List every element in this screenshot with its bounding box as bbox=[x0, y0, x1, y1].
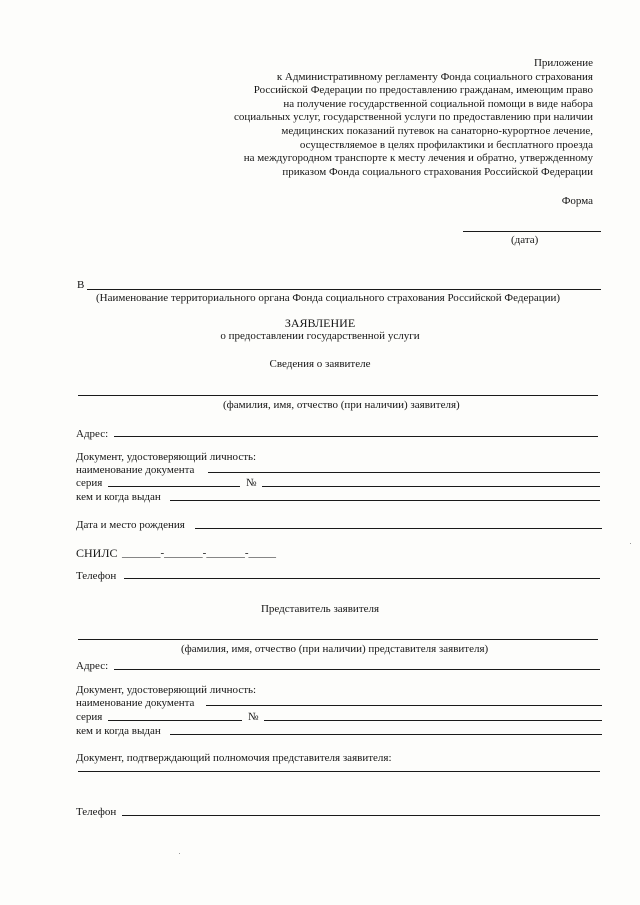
scan-speck bbox=[630, 543, 631, 544]
date-caption: (дата) bbox=[511, 234, 539, 246]
applicant-birth-label: Дата и место рождения bbox=[76, 519, 185, 531]
representative-series-field[interactable] bbox=[108, 720, 242, 721]
applicant-phone-field[interactable] bbox=[124, 578, 600, 579]
representative-address-label: Адрес: bbox=[76, 660, 109, 672]
recipient-field[interactable] bbox=[87, 289, 601, 290]
representative-name-caption: (фамилия, имя, отчество (при наличии) представителя заявителя) bbox=[181, 643, 489, 655]
header-line: на получение государственной социальной помощи в виде набора bbox=[283, 97, 593, 110]
page-subtitle: о предоставлении государственной услуги bbox=[220, 330, 420, 342]
date-field[interactable] bbox=[463, 231, 601, 232]
header-line: осуществляемое в целях профилактики и бесплатного проезда bbox=[299, 138, 593, 151]
representative-name-field[interactable] bbox=[78, 639, 598, 640]
applicant-doc-name-field[interactable] bbox=[208, 472, 600, 473]
applicant-name-caption: (фамилия, имя, отчество (при наличии) заявителя) bbox=[223, 399, 460, 411]
applicant-number-label: № bbox=[246, 477, 257, 489]
form-label: Форма bbox=[561, 195, 593, 207]
header-line: социальных услуг, государственной услуги по предоставлению при наличии bbox=[233, 111, 593, 124]
representative-phone-label: Телефон bbox=[76, 806, 117, 818]
applicant-heading: Сведения о заявителе bbox=[269, 358, 371, 370]
applicant-name-field[interactable] bbox=[78, 395, 598, 396]
page-title: ЗАЯВЛЕНИЕ bbox=[284, 316, 356, 330]
scan-speck bbox=[179, 853, 180, 854]
header-line: на междугородном транспорте к месту лечения и обратно, утвержденному bbox=[243, 152, 593, 165]
applicant-birth-field[interactable] bbox=[195, 528, 602, 529]
representative-number-field[interactable] bbox=[264, 720, 602, 721]
applicant-phone-label: Телефон bbox=[76, 570, 117, 582]
applicant-number-field[interactable] bbox=[262, 486, 600, 487]
applicant-issued-field[interactable] bbox=[170, 500, 600, 501]
header-line: приказом Фонда социального страхования Российской Федерации bbox=[282, 165, 593, 178]
applicant-address-field[interactable] bbox=[114, 436, 598, 437]
representative-heading: Представитель заявителя bbox=[260, 603, 380, 615]
representative-doc-name-label: наименование документа bbox=[76, 697, 195, 709]
applicant-doc-name-label: наименование документа bbox=[76, 464, 195, 476]
representative-address-field[interactable] bbox=[114, 669, 600, 670]
representative-issued-field[interactable] bbox=[170, 734, 602, 735]
appendix-header bbox=[234, 57, 593, 179]
applicant-address-label: Адрес: bbox=[76, 428, 109, 440]
applicant-snils-field[interactable]: _______-_______-_______-_____ bbox=[122, 547, 276, 559]
representative-authority-doc-field[interactable] bbox=[78, 771, 600, 772]
header-line: Российской Федерации по предоставлению гражданам, имеющим право bbox=[253, 84, 593, 97]
applicant-issued-label: кем и когда выдан bbox=[76, 491, 161, 503]
applicant-series-field[interactable] bbox=[108, 486, 240, 487]
header-line: к Административному регламенту Фонда социального страхования bbox=[276, 70, 593, 83]
header-line: Приложение bbox=[533, 57, 593, 69]
representative-id-doc-heading: Документ, удостоверяющий личность: bbox=[76, 684, 257, 696]
header-line: медицинских показаний путевок на санаторно-курортное лечение, bbox=[281, 124, 593, 137]
representative-series-label: серия bbox=[76, 711, 103, 723]
representative-authority-doc-label: Документ, подтверждающий полномочия представителя заявителя: bbox=[76, 752, 392, 764]
applicant-snils-label: СНИЛС bbox=[76, 546, 118, 560]
representative-issued-label: кем и когда выдан bbox=[76, 725, 161, 737]
recipient-caption: (Наименование территориального органа Фонда социального страхования Российской Федерации) bbox=[96, 292, 561, 304]
applicant-series-label: серия bbox=[76, 477, 103, 489]
representative-doc-name-field[interactable] bbox=[206, 705, 602, 706]
representative-phone-field[interactable] bbox=[122, 815, 600, 816]
to-prefix: В bbox=[77, 279, 85, 291]
applicant-id-doc-heading: Документ, удостоверяющий личность: bbox=[76, 451, 257, 463]
representative-number-label: № bbox=[248, 711, 259, 723]
